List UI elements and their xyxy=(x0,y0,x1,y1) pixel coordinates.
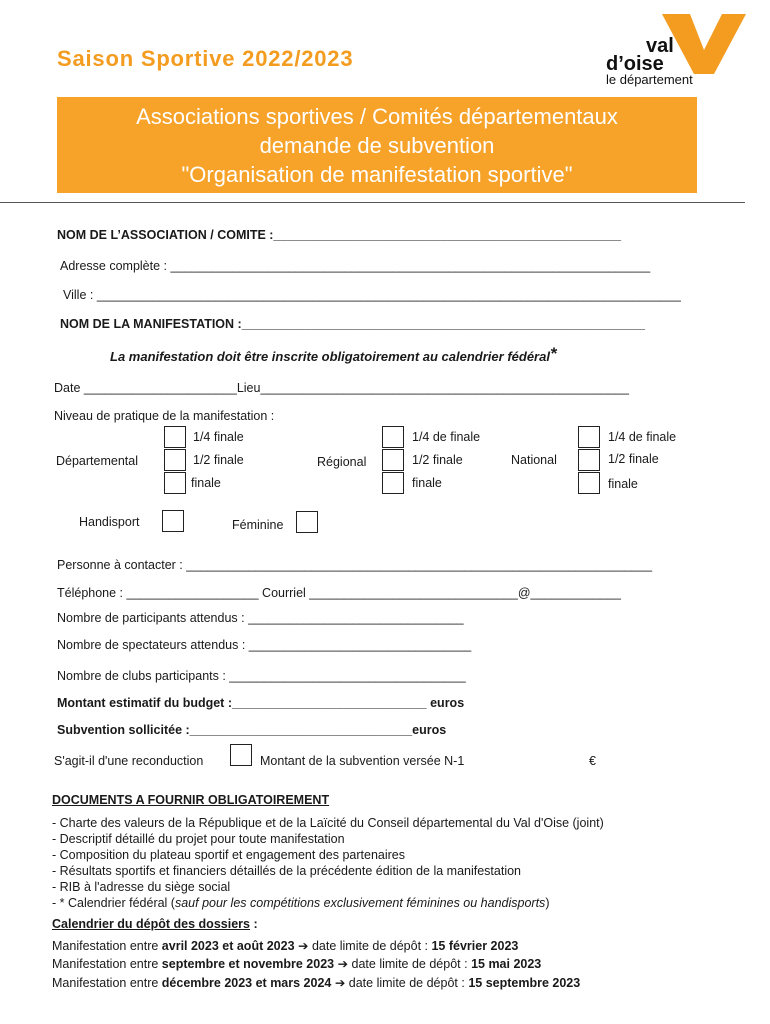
calendar-requirement-note xyxy=(110,344,557,364)
document-item-calendar xyxy=(52,895,604,911)
level-departemental-label: Départemental xyxy=(56,454,138,468)
departemental-quarter-final-label: 1/4 finale xyxy=(193,430,244,444)
date-location-field[interactable]: Date ______________________Lieu_____________________________________________________ xyxy=(54,381,629,395)
logo-doise-text: d’oise xyxy=(606,53,664,75)
header-divider xyxy=(0,202,745,203)
asterisk-mark: * xyxy=(549,344,557,363)
national-semi-final-checkbox[interactable] xyxy=(578,449,600,471)
national-final-label: finale xyxy=(608,477,638,491)
calendar-item-suffix: ) xyxy=(545,896,550,910)
euro-sign: € xyxy=(589,754,596,768)
national-quarter-final-label: 1/4 de finale xyxy=(608,430,677,444)
phone-email-field[interactable]: Téléphone : ___________________ Courriel ______________________________@_____________ xyxy=(57,586,621,600)
level-regional-label: Régional xyxy=(317,455,367,469)
subsidy-requested-field[interactable]: Subvention sollicitée :________________________________euros xyxy=(57,723,447,737)
deadline-row-period: avril 2023 et août 2023 xyxy=(161,939,295,953)
deadline-row-label: date limite de dépôt : xyxy=(348,976,469,990)
deadline-calendar-title-colon: : xyxy=(249,917,258,931)
deadline-row xyxy=(52,938,518,953)
arrow-right-icon: ➔ xyxy=(294,939,312,953)
feminine-label: Féminine xyxy=(232,518,284,532)
val-doise-logo xyxy=(604,12,750,88)
arrow-right-icon: ➔ xyxy=(331,976,349,990)
clubs-field[interactable]: Nombre de clubs participants : __________________________________ xyxy=(57,669,466,683)
departemental-final-checkbox[interactable] xyxy=(164,472,186,494)
departemental-semi-final-checkbox[interactable] xyxy=(164,449,186,471)
deadline-row-date: 15 septembre 2023 xyxy=(468,976,581,990)
departemental-final-label: finale xyxy=(191,476,221,490)
document-item: - Résultats sportifs et financiers détaillés de la précédente édition de la manifestation xyxy=(52,864,522,878)
feminine-checkbox[interactable] xyxy=(296,511,318,533)
banner-line-3: "Organisation de manifestation sportive" xyxy=(181,162,573,187)
logo-departement-text: le département xyxy=(606,72,693,87)
deadline-row-date: 15 février 2023 xyxy=(431,939,519,953)
deadline-row-prefix: Manifestation entre xyxy=(52,976,162,990)
calendar-item-prefix: - * Calendrier fédéral ( xyxy=(52,896,175,910)
calendar-requirement-text: La manifestation doit être inscrite obligatoirement au calendrier fédéral xyxy=(110,349,550,364)
deadline-row xyxy=(52,956,541,971)
national-semi-final-label: 1/2 finale xyxy=(608,452,659,466)
deadline-row-label: date limite de dépôt : xyxy=(311,939,432,953)
city-field[interactable]: Ville : ____________________________________________________________________________________ xyxy=(63,288,681,302)
logo-val-text: val xyxy=(646,35,674,57)
deadline-row-prefix: Manifestation entre xyxy=(52,957,162,971)
association-name-field[interactable]: NOM DE L’ASSOCIATION / COMITE :__________________________________________________ xyxy=(57,228,622,242)
participants-field[interactable]: Nombre de participants attendus : _______________________________ xyxy=(57,611,464,625)
banner-line-1: Associations sportives / Comités départementaux xyxy=(136,104,618,129)
calendar-item-exception: sauf pour les compétitions exclusivement féminines ou handisports xyxy=(174,896,546,910)
document-item: - Descriptif détaillé du projet pour toute manifestation xyxy=(52,832,345,846)
handisport-checkbox[interactable] xyxy=(162,510,184,532)
deadline-row-label: date limite de dépôt : xyxy=(351,957,472,971)
season-title: Saison Sportive 2022/2023 xyxy=(57,46,354,71)
deadline-row-period: septembre et novembre 2023 xyxy=(161,957,335,971)
logo-v-shape xyxy=(662,14,746,74)
deadline-calendar-title-text: Calendrier du dépôt des dossiers xyxy=(52,917,250,931)
level-national-label: National xyxy=(511,453,557,467)
contact-person-field[interactable]: Personne à contacter : ___________________________________________________________________ xyxy=(57,558,653,572)
regional-quarter-final-label: 1/4 de finale xyxy=(412,430,481,444)
deadline-row-prefix: Manifestation entre xyxy=(52,939,162,953)
event-name-field[interactable]: NOM DE LA MANIFESTATION :__________________________________________________________ xyxy=(60,317,645,331)
regional-semi-final-label: 1/2 finale xyxy=(412,453,463,467)
documents-list xyxy=(52,815,604,911)
deadline-row-period: décembre 2023 et mars 2024 xyxy=(161,976,332,990)
renewal-checkbox[interactable] xyxy=(230,744,252,766)
deadline-row xyxy=(52,975,580,990)
document-item: - Composition du plateau sportif et engagement des partenaires xyxy=(52,848,405,862)
document-item: - RIB à l'adresse du siège social xyxy=(52,880,231,894)
national-final-checkbox[interactable] xyxy=(578,472,600,494)
departemental-quarter-final-checkbox[interactable] xyxy=(164,426,186,448)
regional-final-label: finale xyxy=(412,476,442,490)
handisport-label: Handisport xyxy=(79,515,140,529)
regional-final-checkbox[interactable] xyxy=(382,472,404,494)
document-item: - Charte des valeurs de la République et de la Laïcité du Conseil départemental du Val d'Oise (joint) xyxy=(52,816,604,830)
arrow-right-icon: ➔ xyxy=(334,957,352,971)
regional-quarter-final-checkbox[interactable] xyxy=(382,426,404,448)
renewal-label: S'agit-il d'une reconduction xyxy=(54,754,204,768)
banner-line-2: demande de subvention xyxy=(259,133,495,158)
title-banner xyxy=(57,97,697,193)
national-quarter-final-checkbox[interactable] xyxy=(578,426,600,448)
deadline-row-date: 15 mai 2023 xyxy=(471,957,542,971)
previous-subsidy-label: Montant de la subvention versée N-1 xyxy=(260,754,465,768)
practice-level-label: Niveau de pratique de la manifestation : xyxy=(54,409,275,423)
address-field[interactable]: Adresse complète : _____________________________________________________________________ xyxy=(60,259,651,273)
documents-title: DOCUMENTS A FOURNIR OBLIGATOIREMENT xyxy=(52,793,330,807)
regional-semi-final-checkbox[interactable] xyxy=(382,449,404,471)
departemental-semi-final-label: 1/2 finale xyxy=(193,453,244,467)
deadline-calendar-title xyxy=(52,917,258,931)
budget-field[interactable]: Montant estimatif du budget :____________________________ euros xyxy=(57,696,465,710)
spectators-field[interactable]: Nombre de spectateurs attendus : ________________________________ xyxy=(57,638,472,652)
